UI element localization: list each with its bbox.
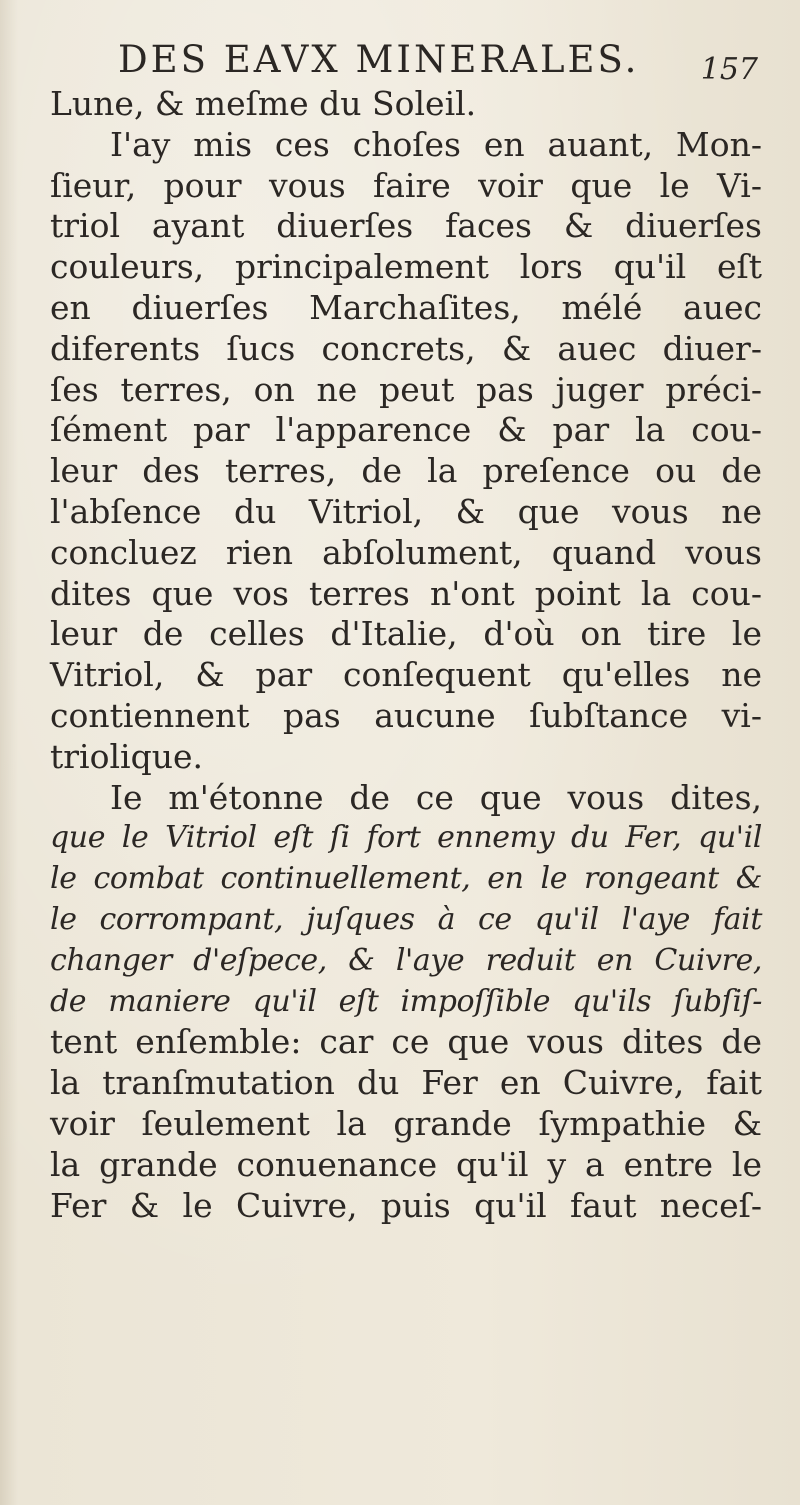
text-line: ſieur, pour vous faire voir que le Vi- bbox=[50, 165, 762, 205]
text-line: dites que vos terres n'ont point la cou- bbox=[50, 573, 762, 613]
text-line: changer d'eſpece, & l'aye reduit en Cuivre, bbox=[50, 942, 762, 978]
text-line: Fer & le Cuivre, puis qu'il faut neceſ- bbox=[50, 1185, 762, 1225]
text-line: Vitriol, & par conſequent qu'elles ne bbox=[50, 655, 762, 695]
page-number: 157 bbox=[700, 52, 758, 87]
text-line: I'ay mis ces choſes en auant, Mon- bbox=[110, 124, 762, 164]
text-line: l'abſence du Vitriol, & que vous ne bbox=[50, 491, 762, 531]
text-line: Ie m'étonne de ce que vous dites, bbox=[110, 777, 762, 817]
text-line: la tranſmutation du Fer en Cuivre, fait bbox=[50, 1063, 762, 1103]
body-text bbox=[50, 84, 762, 1226]
text-line: la grande conuenance qu'il y a entre le bbox=[50, 1144, 762, 1184]
page-header bbox=[118, 38, 758, 88]
text-line: triol ayant diuerſes faces & diuerſes bbox=[50, 206, 762, 246]
text-line: ſément par l'apparence & par la cou- bbox=[50, 410, 762, 450]
text-line: concluez rien abſolument, quand vous bbox=[50, 532, 762, 572]
text-line: contiennent pas aucune ſubſtance vi- bbox=[50, 695, 762, 735]
text-line: Lune, & meſme du Soleil. bbox=[50, 84, 477, 123]
text-line: voir ſeulement la grande ſympathie & bbox=[50, 1103, 762, 1143]
text-line: en diuerſes Marchaſites, mélé auec bbox=[50, 287, 762, 327]
running-head: DES EAVX MINERALES. bbox=[118, 38, 640, 81]
text-line: tent enſemble: car ce que vous dites de bbox=[50, 1022, 762, 1062]
text-line: triolique. bbox=[50, 736, 203, 776]
text-line: leur des terres, de la preſence ou de bbox=[50, 451, 762, 491]
text-line: que le Vitriol eſt ſi fort ennemy du Fer, qu'il bbox=[50, 820, 762, 856]
text-line: ſes terres, on ne peut pas juger préci- bbox=[50, 369, 762, 409]
text-line: le corrompant, juſques à ce qu'il l'aye fait bbox=[50, 901, 762, 937]
text-line: diferents ſucs concrets, & auec diuer- bbox=[50, 328, 762, 368]
text-line: couleurs, principalement lors qu'il eſt bbox=[50, 247, 762, 287]
text-line: le combat continuellement, en le rongeant & bbox=[50, 861, 762, 897]
text-line: leur de celles d'Italie, d'où on tire le bbox=[50, 614, 762, 654]
text-line: de maniere qu'il eſt impoſſible qu'ils ſubſiſ- bbox=[50, 983, 762, 1019]
